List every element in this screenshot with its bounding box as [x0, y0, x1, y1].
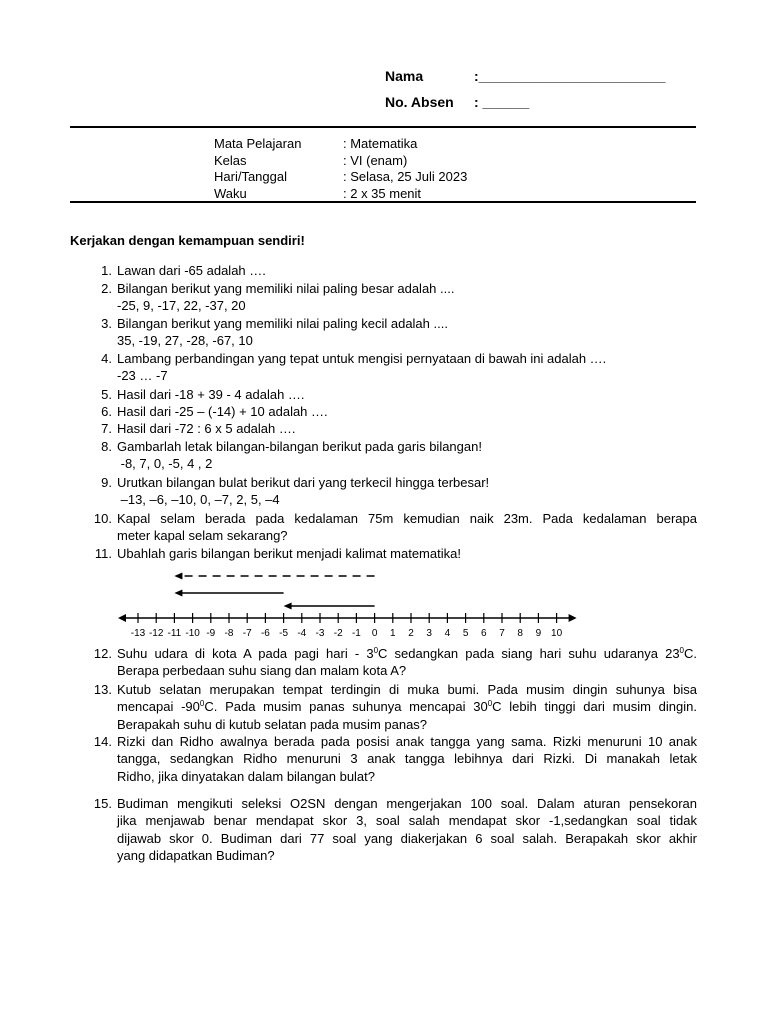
question-line: Hasil dari -72 : 6 x 5 adalah …. [117, 421, 296, 436]
meta-value: : Selasa, 25 Juli 2023 [343, 169, 468, 184]
tick-label: 5 [462, 628, 469, 639]
question-line: Lawan dari -65 adalah …. [117, 263, 266, 278]
question-line: Ubahlah garis bilangan berikut menjadi kalimat matematika! [117, 546, 461, 561]
tick-label: -12 [148, 628, 164, 639]
tick-label: 3 [426, 628, 432, 639]
tick-label: 10 [551, 628, 563, 639]
question-number: 13. [93, 682, 112, 697]
tick-label: 4 [444, 628, 451, 639]
tick-label: -10 [185, 628, 200, 639]
question-line: Bilangan berikut yang memiliki nilai paling kecil adalah .... [117, 316, 448, 331]
question-text [117, 795, 697, 865]
question-text [117, 438, 697, 473]
question-text [117, 280, 697, 315]
question-line: mencapai $-90^0C$. Pada musim panas suhunya mencapai $30^0C$ lebih tinggi dari musim dingin. [117, 699, 697, 715]
tick-label: -2 [333, 628, 343, 639]
question-text [117, 350, 697, 385]
question-line: dijawab skor 0. Budiman dari 77 soal yang diakerjakan 6 soal salah. Berapakah skor akhir [117, 830, 697, 846]
tick-label: 2 [408, 628, 414, 639]
question-line: Bilangan berikut yang memiliki nilai paling besar adalah .... [117, 281, 455, 296]
tick-label: -11 [167, 628, 182, 639]
question-number: 5. [101, 387, 112, 402]
question-line: 35, -19, 27, -28, -67, 10 [117, 333, 253, 349]
tick-label: -4 [297, 628, 307, 639]
question-line: Rizki dan Ridho awalnya berada pada posisi anak tangga yang sama. Rizki menuruni 10 anak [117, 734, 697, 749]
meta-value: : Matematika [343, 136, 418, 151]
arrow-head-icon [174, 590, 182, 597]
question-line: Suhu udara di kota A pada pagi hari - $3^0C$ sedangkan pada siang hari suhu udaranya $23^0C$. [117, 646, 697, 661]
tick-label: 0 [371, 628, 378, 639]
meta-values [343, 136, 467, 202]
question-line: meter kapal selam sekarang? [117, 528, 288, 544]
question-line: -23 … -7 [117, 368, 168, 384]
question-text [117, 474, 697, 509]
question-number: 9. [101, 475, 112, 490]
question-line: Ridho, jika dinyatakan dalam bilangan bulat? [117, 768, 376, 784]
arrow-head-icon [284, 603, 292, 610]
name-label: Nama [385, 68, 424, 84]
question-line: Gambarlah letak bilangan-bilangan berikut pada garis bilangan! [117, 439, 482, 454]
tick-label: 8 [517, 628, 523, 639]
tick-label: -8 [224, 628, 234, 639]
question-text [117, 510, 697, 545]
question-number: 8. [101, 439, 112, 454]
arrow-head-icon [174, 573, 182, 580]
question-line: Urutkan bilangan bulat berikut dari yang terkecil hingga terbesar! [117, 475, 490, 490]
question-number: 1. [101, 263, 112, 278]
question-text [117, 733, 697, 785]
meta-label: Waku [214, 185, 247, 201]
meta-labels [214, 136, 301, 202]
absen-field[interactable]: : ______ [474, 94, 530, 110]
question-line: Hasil dari -25 – (-14) + 10 adalah …. [117, 404, 328, 419]
question-number: 3. [101, 316, 112, 331]
axis-left-arrow-icon [118, 614, 126, 622]
question-number: 10. [93, 511, 112, 526]
question-line: -25, 9, -17, 22, -37, 20 [117, 298, 246, 314]
question-text [117, 386, 697, 403]
tick-label: -13 [130, 628, 146, 639]
meta-label: Kelas [214, 152, 247, 168]
question-text [117, 681, 697, 733]
instruction: Kerjakan dengan kemampuan sendiri! [70, 233, 305, 248]
question-number: 7. [101, 421, 112, 436]
header-bottom-rule [70, 201, 696, 203]
meta-label: Hari/Tanggal [214, 169, 287, 184]
axis-right-arrow-icon [569, 614, 577, 622]
question-text [117, 420, 697, 437]
tick-label: 9 [535, 628, 542, 639]
tick-label: -7 [242, 628, 252, 639]
question-number: 2. [101, 281, 112, 296]
header-top-rule [70, 126, 696, 128]
question-text [117, 645, 697, 680]
meta-label: Mata Pelajaran [214, 136, 302, 151]
question-line: jika menjawab benar mendapat skor 3, soal salah mendapat skor -1,sedangkan soal tidak [117, 813, 697, 829]
question-text [117, 315, 697, 350]
tick-label: -6 [260, 628, 270, 639]
meta-value: : VI (enam) [343, 152, 408, 168]
question-line: -8, 7, 0, -5, 4 , 2 [117, 456, 213, 472]
question-text [117, 262, 697, 279]
tick-label: -5 [279, 628, 289, 639]
number-line-figure [110, 566, 580, 642]
tick-label: 1 [390, 628, 396, 639]
question-line: tangga, sedangkan Ridho menuruni 3 anak tangga lebihnya dari Rizki. Di manakah letak [117, 751, 697, 767]
question-line: Hasil dari -18 + 39 - 4 adalah …. [117, 387, 305, 402]
question-line: Berapakah suhu di kutub selatan pada musim panas? [117, 716, 428, 732]
tick-label: -9 [206, 628, 216, 639]
question-number: 4. [101, 351, 112, 366]
question-line: Budiman mengikuti seleksi O2SN dengan mengerjakan 100 soal. Dalam aturan pensekoran [117, 796, 697, 811]
name-field[interactable]: :________________________ [474, 68, 666, 84]
question-line: Kapal selam berada pada kedalaman 75m kemudian naik 23m. Pada kedalaman berapa [117, 511, 697, 526]
question-number: 12. [93, 646, 112, 661]
question-line: –13, –6, –10, 0, –7, 2, 5, –4 [117, 492, 280, 508]
question-line: Kutub selatan merupakan tempat terdingin di muka bumi. Pada musim dingin suhunya bisa [117, 682, 697, 697]
question-text [117, 403, 697, 420]
tick-label: 7 [499, 628, 505, 639]
question-line: Berapa perbedaan suhu siang dan malam kota A? [117, 663, 407, 679]
question-number: 14. [93, 734, 112, 749]
question-line: yang didapatkan Budiman? [117, 848, 275, 864]
question-number: 6. [101, 404, 112, 419]
tick-label: -1 [351, 628, 361, 639]
tick-label: 6 [481, 628, 487, 639]
question-number: 15. [93, 796, 112, 811]
question-text [117, 545, 697, 562]
tick-label: -3 [315, 628, 325, 639]
question-line: Lambang perbandingan yang tepat untuk mengisi pernyataan di bawah ini adalah …. [117, 351, 607, 366]
absen-label: No. Absen [385, 94, 454, 110]
meta-value: : 2 x 35 menit [343, 185, 422, 201]
question-number: 11. [94, 546, 112, 561]
